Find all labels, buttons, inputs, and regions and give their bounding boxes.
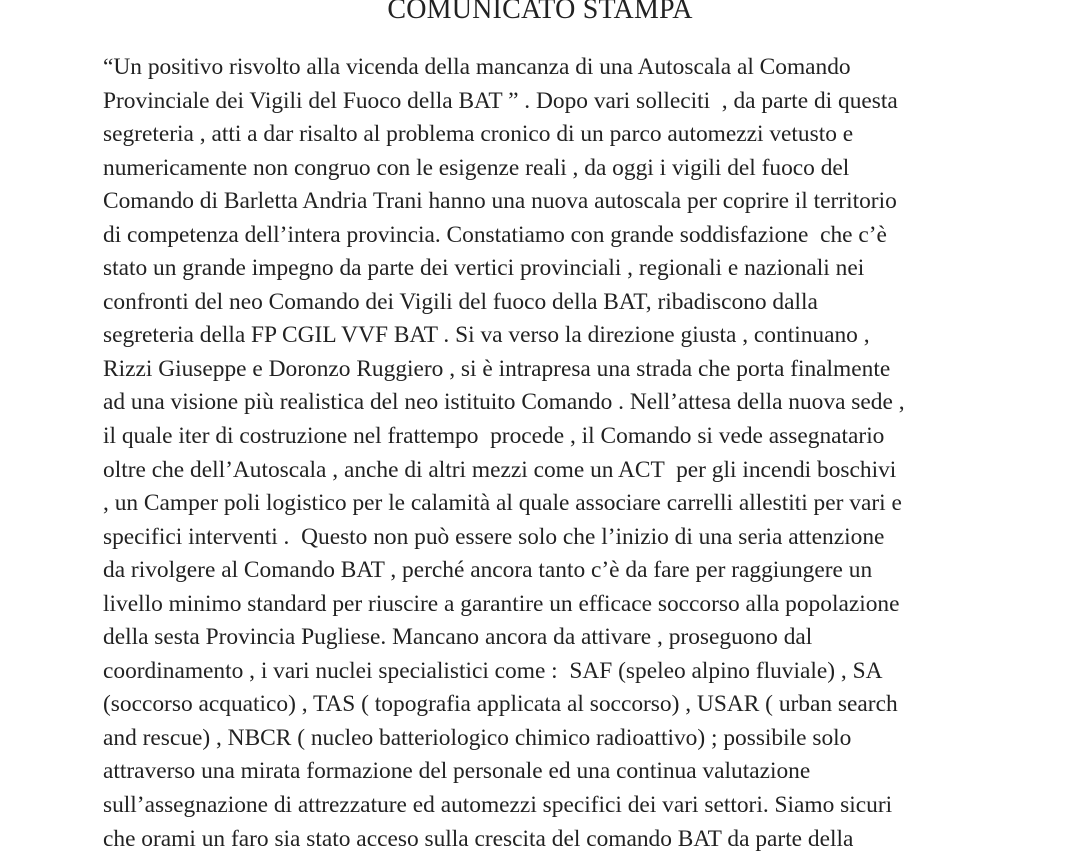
document-title: COMUNICATO STAMPA: [387, 0, 693, 25]
body-line: and rescue) , NBCR ( nucleo batteriologico chimico radioattivo) ; possibile solo: [103, 724, 852, 751]
body-line: , un Camper poli logistico per le calamità al quale associare carrelli allestiti per vari e: [103, 490, 902, 517]
body-line: attraverso una mirata formazione del personale ed una continua valutazione: [103, 758, 811, 785]
body-line: di competenza dell’intera provincia. Constatiamo con grande soddisfazione che c’è: [103, 221, 887, 248]
body-line: sull’assegnazione di attrezzature ed automezzi specifici dei vari settori. Siamo sicuri: [103, 792, 893, 819]
body-line: segreteria , atti a dar risalto al problema cronico di un parco automezzi vetusto e: [103, 121, 854, 148]
body-line: “Un positivo risvolto alla vicenda della mancanza di una Autoscala al Comando: [103, 54, 851, 80]
body-line: (soccorso acquatico) , TAS ( topografia applicata al soccorso) , USAR ( urban search: [103, 691, 898, 718]
body-line: ad una visione più realistica del neo istituito Comando . Nell’attesa della nuova sede ,: [103, 389, 905, 416]
body-line: della sesta Provincia Pugliese. Mancano ancora da attivare , proseguono dal: [103, 624, 813, 651]
body-line: specifici interventi . Questo non può essere solo che l’inizio di una seria attenzione: [103, 523, 885, 550]
body-line: livello minimo standard per riuscire a garantire un efficace soccorso alla popolazione: [103, 590, 900, 617]
body-line: stato un grande impegno da parte dei vertici provinciali , regionali e nazionali nei: [103, 255, 865, 282]
body-line: oltre che dell’Autoscala , anche di altri mezzi come un ACT per gli incendi boschivi: [103, 456, 897, 483]
body-line: confronti del neo Comando dei Vigili del fuoco della BAT, ribadiscono dalla: [103, 288, 818, 315]
document-body: [103, 51, 1003, 854]
body-line: da rivolgere al Comando BAT , perché ancora tanto c’è da fare per raggiungere un: [103, 557, 873, 584]
body-line: Comando di Barletta Andria Trani hanno una nuova autoscala per coprire il territorio: [103, 188, 897, 215]
body-line: coordinamento , i vari nuclei specialistici come : SAF (speleo alpino fluviale) , SA: [103, 657, 883, 684]
body-line: Provinciale dei Vigili del Fuoco della BAT ” . Dopo vari solleciti , da parte di questa: [103, 87, 898, 114]
body-line: numericamente non congruo con le esigenze reali , da oggi i vigili del fuoco del: [103, 154, 850, 181]
body-line: il quale iter di costruzione nel frattempo procede , il Comando si vede assegnatario: [103, 423, 885, 450]
body-line: che orami un faro sia stato acceso sulla crescita del comando BAT da parte della: [103, 825, 854, 852]
body-line: segreteria della FP CGIL VVF BAT . Si va verso la direzione giusta , continuano ,: [103, 322, 870, 349]
body-line: Rizzi Giuseppe e Doronzo Ruggiero , si è intrapresa una strada che porta finalmente: [103, 355, 891, 382]
